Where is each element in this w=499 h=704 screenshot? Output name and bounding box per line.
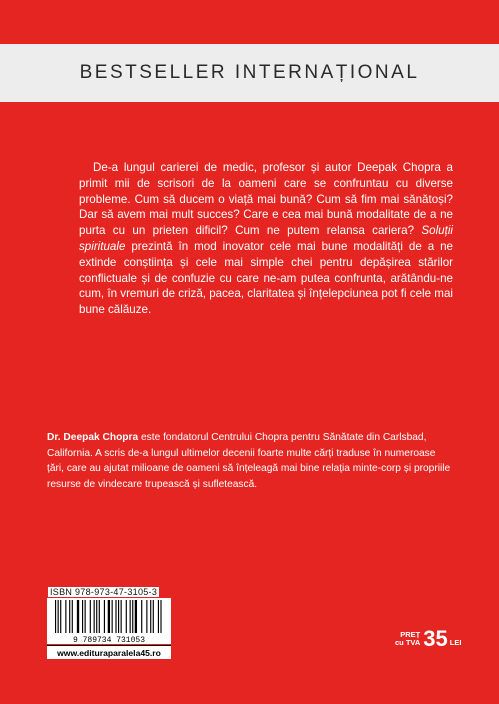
price-label [395, 631, 420, 647]
book-description [79, 160, 453, 318]
bestseller-banner [0, 44, 499, 102]
banner-text: BESTSELLER INTERNAȚIONAL [79, 62, 420, 83]
description-part-1: De-a lungul carierei de medic, profesor și autor Deepak Chopra a primit mii de scrisori de la oameni care se confruntau cu diverse probleme. Cum să ducem o viață mai bună? Cum să fim mai sănătoși? Dar să avem mai mult succes? Care e cea mai bună modalitate de a ne purta cu un prieten dificil? Cum ne putem relansa cariera? [79, 161, 453, 238]
price-amount: 35 [423, 626, 448, 651]
book-title-italic: Soluții spirituale [79, 224, 453, 253]
price-currency: LEI [449, 638, 462, 647]
isbn-label: ISBN 978-973-47-3105-3 [50, 587, 158, 597]
barcode [47, 598, 171, 644]
barcode-bars [47, 598, 171, 644]
publisher-website: www.edituraparalela45.ro [47, 645, 171, 659]
author-bio [47, 430, 455, 492]
price-label-line-2: cu TVA [395, 638, 421, 647]
price-tag [395, 628, 461, 650]
barcode-digits: 9 789734 731053 [72, 636, 146, 644]
description-part-2: prezintă în mod inovator cele mai bune modalități de a ne extinde conștiința și cele mai simple chei pentru depășirea stărilor conflictuale și de confuzie cu care ne-am putea confrunta, arătându-ne cum, în vremuri de criză, pacea, claritatea și înțelepciunea pot fi cele mai bune călăuze. [79, 239, 453, 317]
author-name: Dr. Deepak Chopra [47, 432, 139, 443]
price-label-line-1: PREȚ [400, 630, 421, 639]
author-bio-text: este fondatorul Centrului Chopra pentru Sănătate din Carlsbad, California. A scris de-a lungul ultimelor decenii foarte multe cărți traduse în numeroase țări, care au ajutat milioane de oameni să înțeleagă mai bine relația minte-corp și propriile resurse de vindecare trupească și sufletească. [47, 432, 451, 490]
